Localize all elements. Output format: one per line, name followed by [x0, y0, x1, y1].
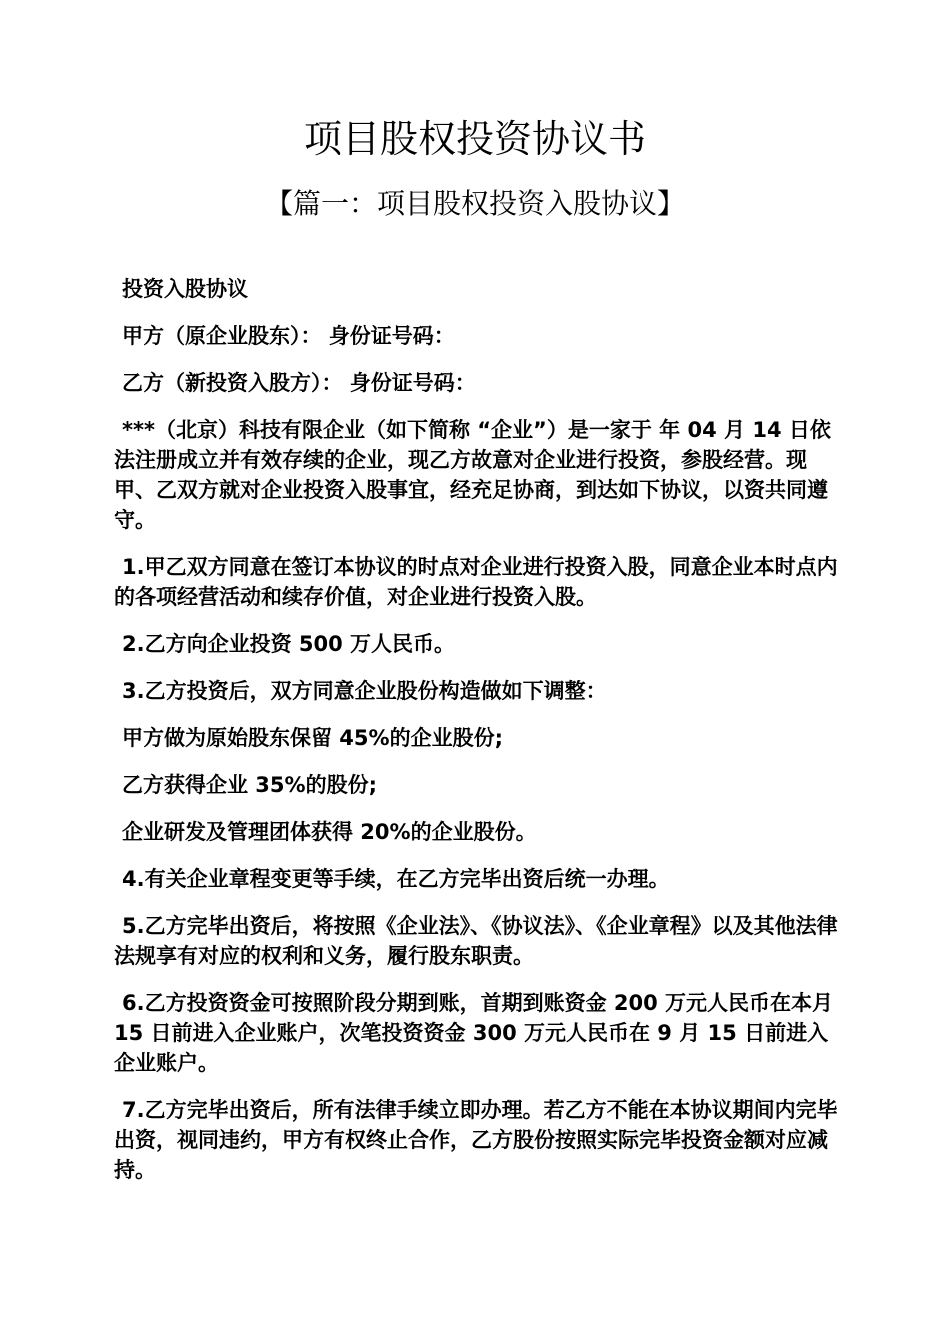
paragraph-share-team: 企业研发及管理团体获得 20%的企业股份。: [122, 820, 537, 844]
paragraph-clause-4: 4.有关企业章程变更等手续，在乙方完毕出资后统一办理。: [122, 867, 670, 891]
paragraph-clause-1: 1.甲乙双方同意在签订本协议的时点对企业进行投资入股，同意企业本时点内的各项经营活动和续存价值，对企业进行投资入股。: [114, 555, 838, 609]
paragraph-share-a: 甲方做为原始股东保留 45%的企业股份;: [122, 726, 503, 750]
document-body: [114, 274, 844, 1202]
paragraph-clause-7: 7.乙方完毕出资后，所有法律手续立即办理。若乙方不能在本协议期间内完毕出资，视同违约，甲方有权终止合作，乙方股份按照实际完毕投资金额对应减持。: [114, 1098, 838, 1182]
paragraph-preamble: ***（北京）科技有限企业（如下简称 “企业”）是一家于 年 04 月 14 日依法注册成立并有效存续的企业，现乙方故意对企业进行投资，参股经营。现甲、乙双方就对企业投资入股事宜，经充足协商，到达如下协议，以资共同遵守。: [114, 418, 831, 532]
paragraph-party-a: 甲方（原企业股东）： 身份证号码：: [122, 324, 455, 348]
paragraph-clause-3: 3.乙方投资后，双方同意企业股份构造做如下调整：: [122, 679, 607, 703]
paragraph-clause-5: 5.乙方完毕出资后，将按照《企业法》、《协议法》、《企业章程》以及其他法律法规享有对应的权利和义务，履行股东职责。: [114, 914, 838, 968]
document-subtitle: 【篇一：项目股权投资入股协议】: [264, 187, 685, 220]
paragraph-clause-2: 2.乙方向企业投资 500 万人民币。: [122, 632, 456, 656]
paragraph-heading: 投资入股协议: [122, 277, 248, 301]
paragraph-party-b: 乙方（新投资入股方）： 身份证号码：: [122, 371, 476, 395]
paragraph-clause-6: 6.乙方投资资金可按照阶段分期到账，首期到账资金 200 万元人民币在本月 15 日前进入企业账户，次笔投资资金 300 万元人民币在 9 月 15 日前进入企业账户。: [114, 991, 834, 1075]
document-title: 项目股权投资协议书: [303, 117, 646, 161]
paragraph-share-b: 乙方获得企业 35%的股份;: [122, 773, 377, 797]
